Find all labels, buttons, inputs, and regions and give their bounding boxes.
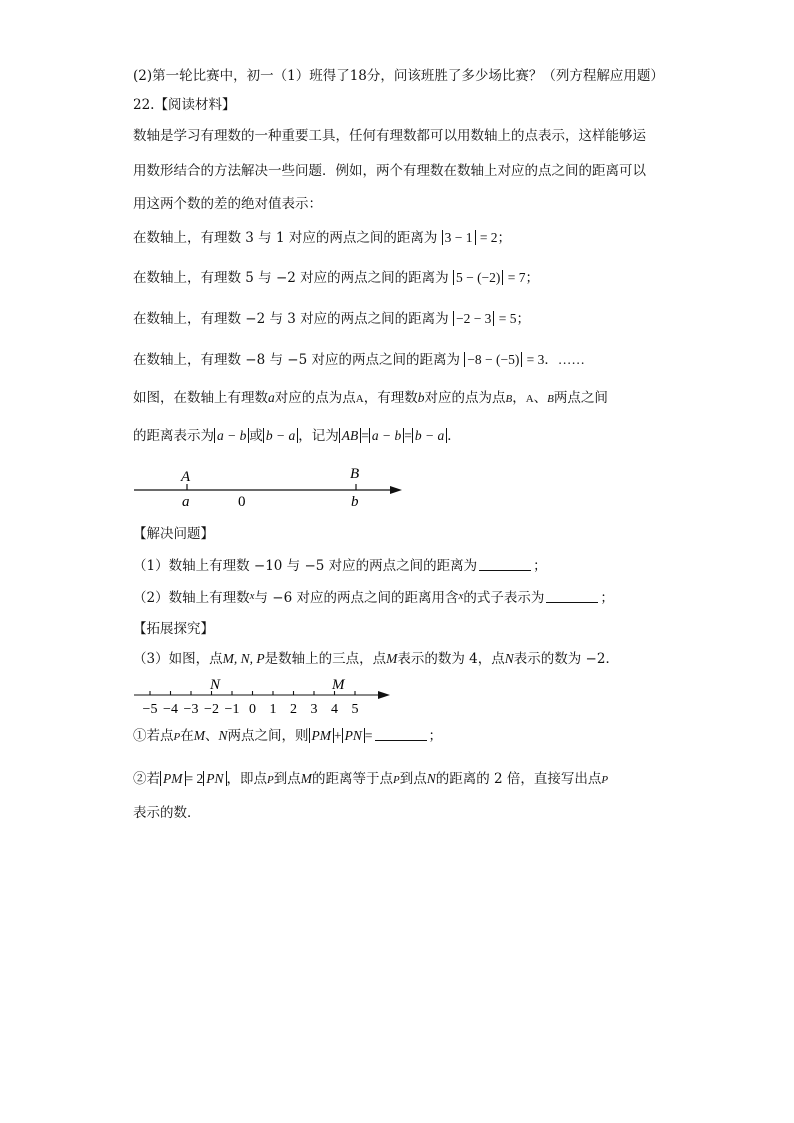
text: 表示的数为 −2． — [513, 651, 619, 667]
example-result: = 2； — [479, 230, 512, 245]
figure-intro-line — [133, 390, 608, 406]
tick-label: −1 — [224, 702, 240, 717]
text: 两点之间，则 — [227, 728, 309, 744]
variable-x: x — [458, 590, 464, 602]
variable-x: x — [249, 590, 255, 602]
answer-blank[interactable] — [479, 558, 531, 571]
abs-expression: −2 − 3 — [453, 311, 494, 326]
text: （2）数轴上有理数 — [133, 590, 250, 606]
point-m: M — [300, 771, 312, 786]
point-p: P — [601, 774, 609, 786]
number-line-figure-1 — [130, 462, 410, 510]
abs-pn: PN — [342, 728, 365, 743]
tick-label: 4 — [331, 702, 338, 717]
equals-two: = 2 — [185, 771, 204, 786]
text: ②若 — [133, 771, 160, 787]
text: 在 — [180, 728, 194, 744]
sub-question-2-end: 表示的数． — [133, 805, 201, 821]
text: ； — [533, 558, 547, 574]
text: ． — [447, 428, 461, 444]
text: 表示的数为 4，点 — [397, 651, 505, 667]
example-result: = 3．…… — [526, 352, 585, 367]
point-p: P — [267, 774, 274, 786]
point-m: M — [386, 651, 398, 666]
answer-blank[interactable] — [546, 590, 598, 603]
text: 如图，在数轴上有理数 — [133, 390, 268, 406]
label-A: A — [181, 469, 191, 485]
answer-blank[interactable] — [375, 728, 427, 741]
distance-definition-line — [133, 428, 461, 444]
extend-section-title: 【拓展探究】 — [133, 621, 214, 637]
text: ，有理数 — [363, 390, 418, 406]
abs-b-minus-a: b − a — [263, 428, 298, 443]
point-b-label: B — [505, 393, 513, 405]
prev-question-line: (2)第一轮比赛中，初一（1）班得了18分，问该班胜了多少场比赛？（列方程解应用题） — [133, 68, 664, 84]
abs-b-minus-a: b − a — [412, 428, 447, 443]
reading-para-line-2: 用数形结合的方法解决一些问题．例如，两个有理数在数轴上对应的点之间的距离可以 — [133, 163, 646, 179]
abs-a-minus-b: a − b — [369, 428, 404, 443]
text: 的距离表示为 — [133, 428, 214, 444]
points-mnp: M, N, P — [222, 651, 265, 666]
text: 的距离的 2 倍，直接写出点 — [435, 771, 602, 787]
abs-expression: −8 − (−5) — [464, 352, 522, 367]
text: 到点 — [273, 771, 301, 787]
point-n: N — [504, 651, 514, 666]
example-line-3 — [133, 311, 530, 327]
point-a-label: A — [525, 393, 534, 405]
example-text: 在数轴上，有理数 −2 与 3 对应的两点之间的距离为 — [133, 311, 449, 327]
text: ， — [512, 390, 526, 406]
text: （3）如图，点 — [133, 651, 223, 667]
abs-pm: PM — [309, 728, 335, 743]
abs-ab: AB — [339, 428, 362, 443]
point-m: M — [193, 728, 205, 743]
equals: = — [364, 728, 373, 743]
tick-label: 3 — [310, 702, 318, 717]
abs-pn: PN — [203, 771, 226, 786]
label-B: B — [350, 466, 360, 482]
sub-question-2-line — [133, 771, 608, 787]
text: ； — [600, 590, 614, 606]
example-text: 在数轴上，有理数 −8 与 −5 对应的两点之间的距离为 — [133, 352, 460, 368]
tick-label: −3 — [183, 702, 199, 717]
sub-question-1-line — [133, 728, 442, 744]
example-line-1 — [133, 230, 511, 246]
abs-a-minus-b: a − b — [214, 428, 249, 443]
equals: = — [404, 428, 412, 443]
text: 两点之间 — [553, 390, 608, 406]
tick-label: −5 — [142, 702, 158, 717]
label-M: M — [332, 677, 345, 693]
point-n: N — [218, 728, 228, 743]
text: 对应的点为点 — [274, 390, 356, 406]
solve-section-title: 【解决问题】 — [133, 526, 214, 542]
abs-expression: 3 − 1 — [442, 230, 476, 245]
tick-label: 0 — [249, 702, 256, 717]
tick-label: 2 — [290, 702, 297, 717]
plus: + — [334, 728, 342, 743]
example-result: = 7； — [507, 270, 539, 285]
label-N: N — [210, 677, 221, 693]
question-3-line — [133, 651, 619, 667]
arrow-head — [390, 486, 402, 494]
text: ，记为 — [298, 428, 339, 444]
tick-label: 5 — [351, 702, 359, 717]
text: 对应的点为点 — [424, 390, 506, 406]
number-line-figure-2 — [130, 672, 400, 718]
abs-expression: 5 − (−2) — [453, 270, 503, 285]
equals: = — [361, 428, 369, 443]
question-22-title: 22.【阅读材料】 — [133, 97, 236, 113]
text: （1）数轴上有理数 −10 与 −5 对应的两点之间的距离为 — [133, 558, 478, 574]
text: ； — [428, 728, 443, 744]
text: ①若点 — [133, 728, 174, 744]
tick-label: −2 — [204, 702, 219, 717]
point-p: P — [173, 731, 181, 743]
reading-para-line-1: 数轴是学习有理数的一种重要工具，任何有理数都可以用数轴上的点表示，这样能够运 — [133, 128, 646, 144]
variable-a: a — [268, 390, 275, 405]
tick-label: −4 — [163, 702, 178, 717]
text: 是数轴上的三点，点 — [264, 651, 387, 667]
example-text: 在数轴上，有理数 3 与 1 对应的两点之间的距离为 — [133, 230, 438, 246]
point-p: P — [393, 774, 400, 786]
label-zero: 0 — [238, 494, 246, 510]
example-text: 在数轴上，有理数 5 与 −2 对应的两点之间的距离为 — [133, 270, 449, 286]
text: 的式子表示为 — [463, 590, 545, 606]
question-1-line — [133, 558, 547, 574]
variable-b: b — [417, 390, 425, 405]
text: 、 — [533, 390, 548, 406]
tick-label: 1 — [269, 702, 277, 717]
example-line-4 — [133, 352, 585, 368]
reading-para-line-3: 用这两个数的差的绝对值表示： — [133, 196, 322, 212]
text: 的距离等于点 — [312, 771, 393, 787]
label-a: a — [182, 494, 190, 510]
point-b-label: B — [547, 393, 554, 405]
text: 到点 — [399, 771, 427, 787]
example-result: = 5； — [498, 311, 530, 326]
text: 、 — [204, 728, 219, 744]
example-line-2 — [133, 270, 539, 286]
text: ，即点 — [226, 771, 268, 787]
label-b: b — [351, 494, 359, 510]
point-a-label: A — [355, 393, 364, 405]
text: 与 −6 对应的两点之间的距离用含 — [254, 590, 459, 606]
point-n: N — [426, 771, 436, 786]
question-2-line — [133, 590, 614, 606]
text: 或 — [249, 428, 263, 444]
arrow-head — [378, 691, 390, 699]
abs-pm: PM — [160, 771, 186, 786]
